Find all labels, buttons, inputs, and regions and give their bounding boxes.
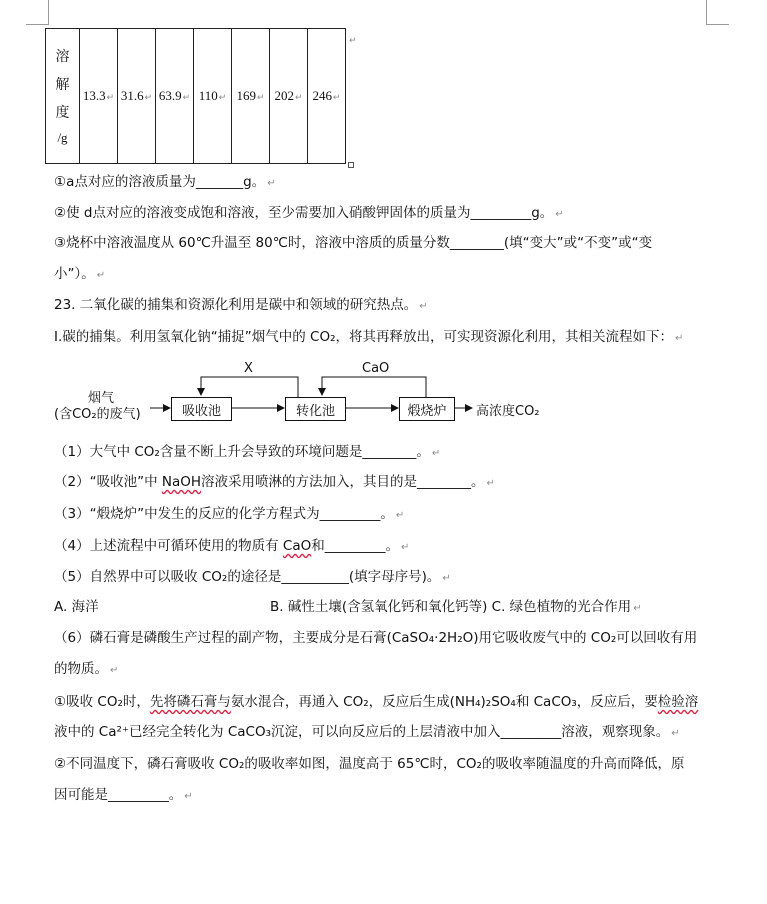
question-line: （3）“煅烧炉”中发生的反应的化学方程式为_________。 ↵ [54, 506, 405, 522]
question-line: （4）上述流程中可循环使用的物质有 CaO和_________。 ↵ [54, 538, 410, 554]
question-line: 小”）。 ↵ [54, 266, 106, 282]
flow-box-calciner: 煅烧炉 [399, 397, 455, 421]
question-line: 的物质。 ↵ [54, 661, 119, 677]
option-bc: B. 碱性土壤(含氢氧化钙和氧化钙等) C. 绿色植物的光合作用 ↵ [270, 599, 642, 615]
header-char: 解 [55, 77, 70, 93]
table-cell: 63.9↵ [156, 29, 194, 164]
header-char: 度 [55, 105, 70, 121]
flow-loop-label-cao: CaO [362, 361, 390, 376]
flow-input-top: 烟气 [88, 391, 115, 406]
question-line: （5）自然界中可以吸收 CO₂的途径是__________(填字母序号)。 ↵ [54, 569, 451, 585]
table-header-cell [46, 29, 80, 164]
question-line: ①a点对应的溶液质量为_______g。 ↵ [54, 174, 276, 190]
flow-box-absorption: 吸收池 [171, 397, 232, 421]
question-heading: 23. 二氧化碳的捕集和资源化利用是碳中和领域的研究热点。 ↵ [54, 297, 428, 313]
process-flow-diagram [54, 360, 554, 430]
question-line: ②使 d点对应的溶液变成饱和溶液，至少需要加入硝酸钾固体的质量为_________g。 ↵ [54, 205, 564, 221]
crop-mark-top-right [706, 0, 729, 25]
table-row [46, 29, 346, 164]
question-line: ①吸收 CO₂时，先将磷石膏与氨水混合，再通入 CO₂，反应后生成(NH₄)₂SO₄和 CaCO₃，反应后，要检验溶 [54, 694, 699, 710]
table-cell: 202↵ [270, 29, 308, 164]
header-unit: /g [57, 130, 68, 145]
table-end-mark: ↵ [349, 36, 357, 46]
flow-input-bottom: (含CO₂的废气) [54, 407, 141, 422]
question-line: 液中的 Ca²⁺已经完全转化为 CaCO₃沉淀，可以向反应后的上层清液中加入_________溶液，观察现象。 ↵ [54, 724, 680, 740]
solubility-table [45, 28, 346, 164]
table-cell: 169↵ [232, 29, 270, 164]
table-resize-handle[interactable] [348, 162, 354, 168]
question-line: ②不同温度下，磷石膏吸收 CO₂的吸收率如图，温度高于 65℃时，CO₂的吸收率随温度的升高而降低，原 [54, 756, 685, 772]
question-line: （2）“吸收池”中 NaOH溶液采用喷淋的方法加入，其目的是________。 ↵ [54, 474, 495, 490]
question-line: 因可能是_________。 ↵ [54, 787, 193, 803]
question-line: （1）大气中 CO₂含量不断上升会导致的环境问题是________。 ↵ [54, 444, 441, 460]
table-cell: 246↵ [308, 29, 346, 164]
flow-output: 高浓度CO₂ [476, 404, 540, 419]
header-char: 溶 [55, 49, 70, 65]
flow-loop-label-x: X [244, 361, 253, 376]
option-a: A. 海洋 [54, 599, 99, 615]
flow-box-conversion: 转化池 [285, 397, 346, 421]
loop-cao-connector [322, 377, 426, 397]
question-line: （6）磷石膏是磷酸生产过程的副产物，主要成分是石膏(CaSO₄·2H₂O)用它吸收废气中的 CO₂可以回收有用 [54, 630, 698, 646]
table-cell: 31.6↵ [118, 29, 156, 164]
loop-x-connector [201, 377, 298, 397]
table-cell: 110↵ [194, 29, 232, 164]
table-cell: 13.3↵ [80, 29, 118, 164]
crop-mark-top-left [26, 0, 49, 25]
question-line: ③烧杯中溶液温度从 60℃升温至 80℃时，溶液中溶质的质量分数________(填“变大”或“不变”或“变 [54, 235, 653, 251]
question-line: Ⅰ.碳的捕集。利用氢氧化钠“捕捉”烟气中的 CO₂，将其再释放出，可实现资源化利用，其相关流程如下： ↵ [54, 329, 684, 345]
